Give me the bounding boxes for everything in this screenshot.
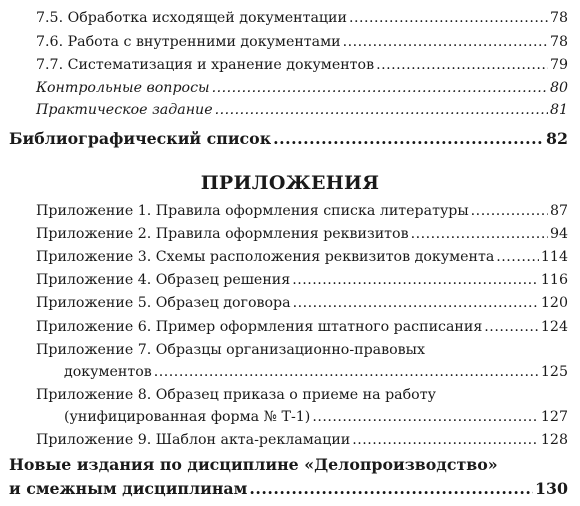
toc-entry-title: Приложение 1. Правила оформления списка литературы [36, 203, 469, 219]
toc-entry-title: 7.6. Работа с внутренними документами [36, 34, 341, 50]
toc-entry-control-questions[interactable] [36, 79, 568, 97]
toc-entry-page: 130 [535, 479, 568, 498]
toc-entry-appendix-7-line1[interactable]: Приложение 7. Образцы организационно-правовых [36, 342, 425, 358]
appendices-heading: ПРИЛОЖЕНИЯ [200, 172, 380, 194]
toc-entry-page: 114 [540, 249, 568, 265]
toc-entry-appendix-3[interactable] [36, 248, 568, 266]
toc-leader-dots [312, 408, 539, 426]
toc-entry-7-6[interactable] [36, 33, 568, 51]
toc-entry-title: Контрольные вопросы [36, 80, 210, 96]
toc-entry-7-7[interactable] [36, 56, 568, 74]
toc-leader-dots [273, 130, 544, 148]
toc-entry-title: документов [64, 364, 152, 380]
toc-entry-page: 125 [540, 364, 568, 380]
toc-entry-title: 7.7. Систематизация и хранение документов [36, 57, 375, 73]
toc-leader-dots [215, 101, 548, 119]
toc-entry-title: и смежным дисциплинам [9, 479, 248, 498]
toc-entry-page: 116 [540, 272, 568, 288]
toc-entry-appendix-2[interactable] [36, 225, 568, 243]
toc-entry-title: (унифицированная форма № Т-1) [64, 409, 311, 425]
toc-entry-page: 128 [540, 432, 568, 448]
toc-leader-dots [343, 33, 548, 51]
toc-entry-title: Приложение 4. Образец решения [36, 272, 291, 288]
toc-leader-dots [471, 202, 548, 220]
toc-entry-bibliography[interactable] [9, 130, 568, 148]
toc-entry-new-editions[interactable] [9, 480, 568, 498]
toc-leader-dots [292, 271, 539, 289]
toc-entry-appendix-6[interactable] [36, 318, 568, 336]
toc-leader-dots [484, 318, 539, 336]
toc-leader-dots [212, 79, 548, 97]
toc-entry-page: 127 [540, 409, 568, 425]
toc-entry-7-5[interactable] [36, 9, 568, 27]
toc-leader-dots [349, 9, 548, 27]
toc-leader-dots [293, 294, 539, 312]
toc-entry-practice-task[interactable] [36, 101, 568, 119]
toc-entry-appendix-7[interactable] [64, 363, 568, 381]
toc-leader-dots [352, 431, 539, 449]
toc-entry-page: 79 [549, 57, 568, 73]
toc-leader-dots [376, 56, 548, 74]
toc-entry-appendix-5[interactable] [36, 294, 568, 312]
toc-entry-title: Приложение 6. Пример оформления штатного расписания [36, 319, 483, 335]
toc-entry-title: Практическое задание [36, 102, 213, 118]
toc-entry-new-editions-line1[interactable]: Новые издания по дисциплине «Делопроизводство» [9, 455, 498, 474]
toc-entry-title: Приложение 9. Шаблон акта-рекламации [36, 432, 351, 448]
toc-entry-appendix-8-line1[interactable]: Приложение 8. Образец приказа о приеме на работу [36, 387, 436, 403]
toc-leader-dots [249, 480, 533, 498]
toc-entry-appendix-8[interactable] [64, 408, 568, 426]
toc-entry-appendix-9[interactable] [36, 431, 568, 449]
toc-entry-title: Библиографический список [9, 129, 272, 148]
toc-entry-page: 94 [549, 226, 568, 242]
toc-entry-page: 80 [549, 80, 568, 96]
toc-entry-page: 87 [549, 203, 568, 219]
toc-entry-appendix-1[interactable] [36, 202, 568, 220]
toc-entry-page: 120 [540, 295, 568, 311]
toc-entry-page: 81 [549, 102, 568, 118]
toc-entry-page: 82 [546, 129, 568, 148]
toc-entry-title: 7.5. Обработка исходящей документации [36, 10, 347, 26]
toc-entry-page: 124 [540, 319, 568, 335]
toc-entry-title: Приложение 5. Образец договора [36, 295, 291, 311]
toc-leader-dots [411, 225, 548, 243]
toc-leader-dots [154, 363, 539, 381]
toc-entry-page: 78 [549, 10, 568, 26]
toc-entry-appendix-4[interactable] [36, 271, 568, 289]
toc-entry-title: Приложение 2. Правила оформления реквизитов [36, 226, 409, 242]
toc-entry-page: 78 [549, 34, 568, 50]
toc-leader-dots [496, 248, 539, 266]
toc-entry-title: Приложение 3. Схемы расположения реквизитов документа [36, 249, 495, 265]
